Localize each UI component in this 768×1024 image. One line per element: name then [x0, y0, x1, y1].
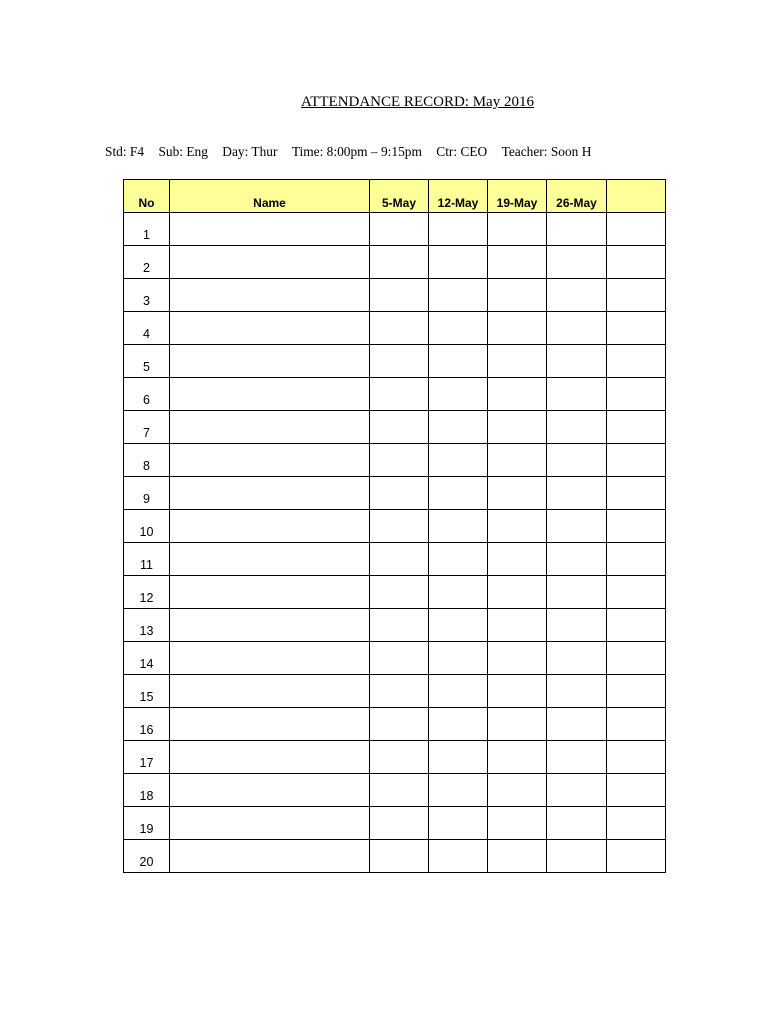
time-label: Time: 8:00pm – 9:15pm — [291, 144, 422, 159]
table-row — [124, 444, 666, 477]
attendance-cell-extra[interactable] — [607, 840, 666, 873]
attendance-cell-26-may[interactable] — [547, 477, 607, 510]
name-cell[interactable] — [170, 378, 370, 411]
attendance-cell-5-may[interactable] — [370, 840, 429, 873]
table-row — [124, 708, 666, 741]
attendance-cell-12-may[interactable] — [429, 774, 488, 807]
table-row — [124, 411, 666, 444]
attendance-cell-5-may[interactable] — [370, 741, 429, 774]
attendance-cell-5-may[interactable] — [370, 378, 429, 411]
row-number: 3 — [124, 279, 170, 312]
attendance-cell-19-may[interactable] — [488, 246, 547, 279]
attendance-cell-5-may[interactable] — [370, 411, 429, 444]
attendance-cell-19-may[interactable] — [488, 444, 547, 477]
row-number: 18 — [124, 774, 170, 807]
attendance-cell-12-may[interactable] — [429, 246, 488, 279]
attendance-cell-12-may[interactable] — [429, 840, 488, 873]
attendance-cell-5-may[interactable] — [370, 279, 429, 312]
row-number: 7 — [124, 411, 170, 444]
attendance-cell-5-may[interactable] — [370, 675, 429, 708]
attendance-cell-extra[interactable] — [607, 807, 666, 840]
table-row — [124, 774, 666, 807]
attendance-cell-26-may[interactable] — [547, 807, 607, 840]
attendance-cell-26-may[interactable] — [547, 411, 607, 444]
table-row — [124, 345, 666, 378]
attendance-cell-5-may[interactable] — [370, 246, 429, 279]
attendance-cell-12-may[interactable] — [429, 708, 488, 741]
row-number: 14 — [124, 642, 170, 675]
attendance-cell-19-may[interactable] — [488, 279, 547, 312]
row-number: 4 — [124, 312, 170, 345]
attendance-cell-19-may[interactable] — [488, 510, 547, 543]
attendance-cell-19-may[interactable] — [488, 807, 547, 840]
table-row — [124, 510, 666, 543]
attendance-cell-extra[interactable] — [607, 543, 666, 576]
attendance-cell-extra[interactable] — [607, 444, 666, 477]
attendance-cell-5-may[interactable] — [370, 642, 429, 675]
centre-label: Ctr: CEO — [436, 144, 488, 159]
name-cell[interactable] — [170, 246, 370, 279]
attendance-cell-12-may[interactable] — [429, 411, 488, 444]
attendance-cell-extra[interactable] — [607, 378, 666, 411]
attendance-cell-extra[interactable] — [607, 774, 666, 807]
name-cell[interactable] — [170, 279, 370, 312]
attendance-cell-extra[interactable] — [607, 345, 666, 378]
header-date-4: 26-May — [547, 180, 607, 213]
attendance-cell-extra[interactable] — [607, 642, 666, 675]
row-number: 13 — [124, 609, 170, 642]
attendance-cell-5-may[interactable] — [370, 510, 429, 543]
table-row — [124, 312, 666, 345]
attendance-cell-12-may[interactable] — [429, 510, 488, 543]
attendance-cell-12-may[interactable] — [429, 213, 488, 246]
row-number: 10 — [124, 510, 170, 543]
day-label: Day: Thur — [222, 144, 278, 159]
table-row — [124, 543, 666, 576]
table-row — [124, 675, 666, 708]
attendance-cell-extra[interactable] — [607, 675, 666, 708]
attendance-cell-12-may[interactable] — [429, 345, 488, 378]
name-cell[interactable] — [170, 213, 370, 246]
attendance-cell-19-may[interactable] — [488, 741, 547, 774]
name-cell[interactable] — [170, 609, 370, 642]
attendance-cell-extra[interactable] — [607, 213, 666, 246]
row-number: 17 — [124, 741, 170, 774]
header-date-2: 12-May — [429, 180, 488, 213]
attendance-cell-5-may[interactable] — [370, 708, 429, 741]
attendance-cell-19-may[interactable] — [488, 477, 547, 510]
attendance-cell-5-may[interactable] — [370, 807, 429, 840]
attendance-cell-extra[interactable] — [607, 246, 666, 279]
row-number: 16 — [124, 708, 170, 741]
row-number: 5 — [124, 345, 170, 378]
attendance-cell-19-may[interactable] — [488, 378, 547, 411]
attendance-cell-19-may[interactable] — [488, 840, 547, 873]
row-number: 12 — [124, 576, 170, 609]
attendance-cell-26-may[interactable] — [547, 576, 607, 609]
attendance-cell-5-may[interactable] — [370, 213, 429, 246]
row-number: 2 — [124, 246, 170, 279]
row-number: 20 — [124, 840, 170, 873]
row-number: 6 — [124, 378, 170, 411]
subject-label: Sub: Eng — [158, 144, 208, 159]
attendance-cell-extra[interactable] — [607, 510, 666, 543]
attendance-cell-26-may[interactable] — [547, 279, 607, 312]
row-number: 8 — [124, 444, 170, 477]
header-date-1: 5-May — [370, 180, 429, 213]
name-cell[interactable] — [170, 741, 370, 774]
attendance-cell-26-may[interactable] — [547, 378, 607, 411]
row-number: 1 — [124, 213, 170, 246]
header-name: Name — [170, 180, 370, 213]
table-row — [124, 741, 666, 774]
name-cell[interactable] — [170, 708, 370, 741]
attendance-cell-5-may[interactable] — [370, 477, 429, 510]
name-cell[interactable] — [170, 675, 370, 708]
attendance-cell-12-may[interactable] — [429, 642, 488, 675]
table-row — [124, 807, 666, 840]
standard-label: Std: F4 — [105, 144, 145, 159]
attendance-cell-19-may[interactable] — [488, 543, 547, 576]
attendance-cell-5-may[interactable] — [370, 576, 429, 609]
attendance-cell-extra[interactable] — [607, 411, 666, 444]
attendance-cell-26-may[interactable] — [547, 213, 607, 246]
attendance-cell-26-may[interactable] — [547, 642, 607, 675]
attendance-cell-5-may[interactable] — [370, 774, 429, 807]
name-cell[interactable] — [170, 642, 370, 675]
attendance-cell-26-may[interactable] — [547, 345, 607, 378]
table-row — [124, 246, 666, 279]
name-cell[interactable] — [170, 510, 370, 543]
header-no: No — [124, 180, 170, 213]
attendance-cell-26-may[interactable] — [547, 543, 607, 576]
table-row — [124, 477, 666, 510]
header-extra — [607, 180, 666, 213]
name-cell[interactable] — [170, 444, 370, 477]
attendance-cell-19-may[interactable] — [488, 345, 547, 378]
attendance-cell-26-may[interactable] — [547, 609, 607, 642]
attendance-cell-26-may[interactable] — [547, 774, 607, 807]
name-cell[interactable] — [170, 477, 370, 510]
attendance-cell-26-may[interactable] — [547, 675, 607, 708]
name-cell[interactable] — [170, 411, 370, 444]
table-row — [124, 279, 666, 312]
table-row — [124, 642, 666, 675]
attendance-cell-12-may[interactable] — [429, 576, 488, 609]
attendance-cell-extra[interactable] — [607, 576, 666, 609]
attendance-cell-19-may[interactable] — [488, 312, 547, 345]
attendance-cell-19-may[interactable] — [488, 609, 547, 642]
name-cell[interactable] — [170, 774, 370, 807]
attendance-cell-12-may[interactable] — [429, 741, 488, 774]
row-number: 15 — [124, 675, 170, 708]
attendance-cell-19-may[interactable] — [488, 576, 547, 609]
attendance-cell-extra[interactable] — [607, 708, 666, 741]
table-row — [124, 378, 666, 411]
attendance-cell-26-may[interactable] — [547, 840, 607, 873]
attendance-cell-12-may[interactable] — [429, 444, 488, 477]
teacher-label: Teacher: Soon H — [501, 144, 592, 159]
attendance-cell-26-may[interactable] — [547, 510, 607, 543]
attendance-cell-19-may[interactable] — [488, 213, 547, 246]
attendance-cell-extra[interactable] — [607, 312, 666, 345]
name-cell[interactable] — [170, 345, 370, 378]
attendance-cell-extra[interactable] — [607, 477, 666, 510]
attendance-cell-5-may[interactable] — [370, 444, 429, 477]
attendance-cell-26-may[interactable] — [547, 246, 607, 279]
attendance-cell-5-may[interactable] — [370, 345, 429, 378]
row-number: 19 — [124, 807, 170, 840]
attendance-cell-extra[interactable] — [607, 609, 666, 642]
attendance-cell-5-may[interactable] — [370, 609, 429, 642]
name-cell[interactable] — [170, 576, 370, 609]
attendance-cell-12-may[interactable] — [429, 807, 488, 840]
attendance-cell-19-may[interactable] — [488, 774, 547, 807]
attendance-cell-26-may[interactable] — [547, 444, 607, 477]
table-row — [124, 609, 666, 642]
attendance-cell-26-may[interactable] — [547, 741, 607, 774]
attendance-cell-19-may[interactable] — [488, 411, 547, 444]
name-cell[interactable] — [170, 840, 370, 873]
attendance-cell-5-may[interactable] — [370, 312, 429, 345]
attendance-cell-12-may[interactable] — [429, 477, 488, 510]
attendance-cell-12-may[interactable] — [429, 543, 488, 576]
attendance-cell-extra[interactable] — [607, 279, 666, 312]
attendance-cell-12-may[interactable] — [429, 378, 488, 411]
header-date-3: 19-May — [488, 180, 547, 213]
attendance-cell-19-may[interactable] — [488, 708, 547, 741]
attendance-cell-19-may[interactable] — [488, 675, 547, 708]
attendance-cell-12-may[interactable] — [429, 675, 488, 708]
attendance-cell-26-may[interactable] — [547, 312, 607, 345]
attendance-cell-12-may[interactable] — [429, 312, 488, 345]
table-row — [124, 213, 666, 246]
attendance-cell-5-may[interactable] — [370, 543, 429, 576]
name-cell[interactable] — [170, 312, 370, 345]
page-title: ATTENDANCE RECORD: May 2016 — [301, 94, 534, 110]
name-cell[interactable] — [170, 543, 370, 576]
attendance-cell-extra[interactable] — [607, 741, 666, 774]
attendance-table — [123, 179, 666, 873]
table-row — [124, 576, 666, 609]
row-number: 9 — [124, 477, 170, 510]
class-info-line — [105, 144, 667, 160]
header-row — [124, 180, 666, 213]
attendance-cell-19-may[interactable] — [488, 642, 547, 675]
attendance-cell-26-may[interactable] — [547, 708, 607, 741]
row-number: 11 — [124, 543, 170, 576]
attendance-cell-12-may[interactable] — [429, 609, 488, 642]
table-row — [124, 840, 666, 873]
name-cell[interactable] — [170, 807, 370, 840]
attendance-cell-12-may[interactable] — [429, 279, 488, 312]
